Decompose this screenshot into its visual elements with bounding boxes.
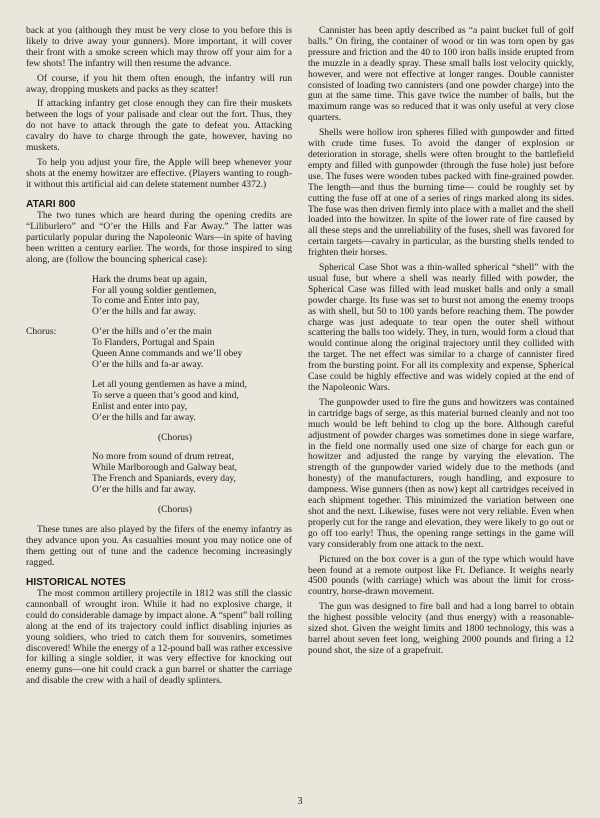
left-column [26, 26, 292, 691]
lyric-line: O’er the hills and far away. [92, 484, 196, 496]
paragraph: Cannister has been aptly described as “a paint bucket full of golf balls.” On firing, the container of wood or tin was torn open by gas pressure and friction and the 40 to 100 iron balls inside erupted from the muzzle in a deadly spray. These small balls lost velocity quickly, however, and were not effective at longer ranges. Double cannister consisted of loading two cannisters (and one powder charge) into the gun at the same time. This gave twice the number of balls, but the maximum range was so reduced that it was only useful at very close quarters. [308, 25, 574, 124]
lyric-line: To Flanders, Portugal and Spain [92, 337, 215, 349]
right-column [308, 26, 574, 691]
lyric-line: For all young soldier gentlemen, [92, 284, 217, 296]
lyric-line: No more from sound of drum retreat, [92, 451, 234, 463]
stanza-3 [26, 380, 292, 424]
lyric-line: Enlist and enter into pay, [92, 400, 188, 412]
section-heading-historical-notes: HISTORICAL NOTES [26, 576, 126, 588]
lyric-line: Queen Anne commands and we’ll obey [92, 348, 243, 360]
lyric-line: O’er the hills and far away. [92, 306, 196, 318]
paragraph: Pictured on the box cover is a gun of the type which would have been found at a remote outpost like Ft. Defiance. It weighs nearly 4500 pounds (with carriage) which was about the limit for cross-country, horse-drawn movement. [308, 553, 574, 598]
lyric-line: While Marlborough and Galway beat, [92, 462, 238, 474]
paragraph: Spherical Case Shot was a thin-walled spherical “shell” with the usual fuse, but where a shell was nearly filled with powder, the Spherical Case was filled with lead musket balls and only a small powder charge. Its fuse was set to burst not among the enemy troops as with shell, but 50 to 100 yards before reaching them. The powder charge was just adequate to tear open the outer shell without scattering the balls too widely. They, in turn, would form a cloud that would continue along the original trajectory until they collided with the target. The net effect was similar to a charge of cannister fired from the bursting point. For all its complexity and expense, Spherical Case could be highly effective and was widely copied at the end of the Napoleonic Wars. [308, 262, 574, 393]
paragraph: The most common artillery projectile in 1812 was still the classic cannonball of wrought iron. While it had no explosive charge, it could do considerable damage by impact alone. A “spent” ball rolling along at the end of its trajectory could inflict disabling injuries as young soldiers, who tried to catch them for souvenirs, sometimes discovered! While the energy of a 12-pound ball was rather excessive for killing a single soldier, it was very effective for knocking out enemy guns—one hit could crack a gun barrel or shatter the carriage and disable the crew with a hail of deadly splinters. [26, 587, 292, 687]
lyric-line: To serve a queen that’s good and kind, [92, 389, 239, 401]
lyric-line: Let all young gentlemen as have a mind, [92, 378, 247, 390]
lyric-line: To come and Enter into pay, [92, 295, 200, 307]
paragraph: If attacking infantry get close enough they can fire their muskets between the logs of your palisade and clear out the fort. Thus, they do not have to attack through the gate to defeat you. Attacking cavalry do have to charge through the gate, however, having no muskets. [26, 98, 292, 154]
lyric-line: O’er the hills and far away. [92, 411, 196, 423]
chorus-mark: (Chorus) [158, 504, 192, 516]
lyric-line: The French and Spaniards, every day, [92, 473, 236, 485]
lyric-line: Hark the drums beat up again, [92, 273, 208, 285]
paragraph: back at you (although they must be very close to you before this is likely to drive away your gunners). More important, it will cover their front with a smoke screen which may throw off your aim for a few shots! The infantry will then resume the advance. [26, 25, 292, 69]
paragraph: Shells were hollow iron spheres filled with gunpowder and fitted with crude time fuses. To avoid the danger of explosion or deterioration in storage, shells were often brought to the battlefield empty and filled with gunpowder (through the fuse hole) just before use. The fuses were wooden tubes packed with fine-grained powder. The length—and thus the burning time— could be roughly set by cutting the fuse off at one of a series of rings marked along its sides. The fuse was then driven firmly into place with a mallet and the shell loaded into the howitzer. In spite of the lower rate of fire caused by all these steps and the unreliability of the fuses, shell was favored for certain targets—cavalry in particular, as the bursting shells tended to frighten their horses. [308, 127, 574, 259]
paragraph: The gunpowder used to fire the guns and howitzers was contained in cartridge bags of serge, as this material burned cleanly and not too much would be left behind to clog up the bore. Although careful adjustment of powder charges was sometimes done in siege warfare, in the field one normally used one size of charge for each gun or howitzer and adjusted the range by varying the elevation. The strength of the gunpowder varied widely due to the methods (and honesty) of the manufacturers, rough handling, and exposure to dampness. Wise gunners (then as now) kept all cartridges received in each shipment together. This minimized the variation between one shot and the next. Likewise, fuses were not very reliable. Even when properly cut for the range and elevation, they were likely to go out or go off too early! Thus, the opening range settings in the game will vary considerably from one attack to the next. [308, 396, 574, 550]
section-heading-atari: ATARI 800 [26, 198, 76, 210]
page-number: 3 [297, 796, 303, 807]
paragraph: The gun was designed to fire ball and had a long barrel to obtain the highest possible velocity (and thus energy) with a reasonable-sized shot. Given the weight limits and 1800 technology, this was a barrel about seven feet long, weighing 2000 pounds and firing a 12 pound shot, the size of a grapefruit. [308, 601, 574, 656]
chorus-mark: (Chorus) [158, 431, 192, 443]
lyric-line: O’er the hills and o’er the main [92, 326, 212, 338]
paragraph: To help you adjust your fire, the Apple will beep whenever your shots at the enemy howitzer are effective. (Players wanting to rough-it without this artificial aid can delete statement number 4372.) [26, 156, 292, 190]
paragraph: These tunes are also played by the fifers of the enemy infantry as they advance upon you. As casualties mount you may notice one of them getting out of tune and the cadence becoming increasingly ragged. [26, 523, 292, 568]
paragraph: Of course, if you hit them often enough, the infantry will run away, dropping muskets and packs as they scatter! [26, 72, 292, 95]
chorus-label: Chorus: [26, 326, 57, 338]
lyric-line: O’er the hills and fa-ar away. [92, 358, 204, 370]
stanza-4 [26, 452, 292, 496]
stanza-chorus [26, 327, 292, 371]
two-column-layout [26, 26, 574, 691]
paragraph: The two tunes which are heard during the opening credits are “Liliburlero” and “O’er the Hills and Far Away.” The latter was particularly popular during the Napoleonic Wars—in spite of having been written a century earlier. The words, for those inspired to sing along, are (follow the bouncing spherical case): [26, 210, 292, 265]
song-lyrics [26, 275, 292, 516]
stanza-1 [26, 275, 292, 319]
